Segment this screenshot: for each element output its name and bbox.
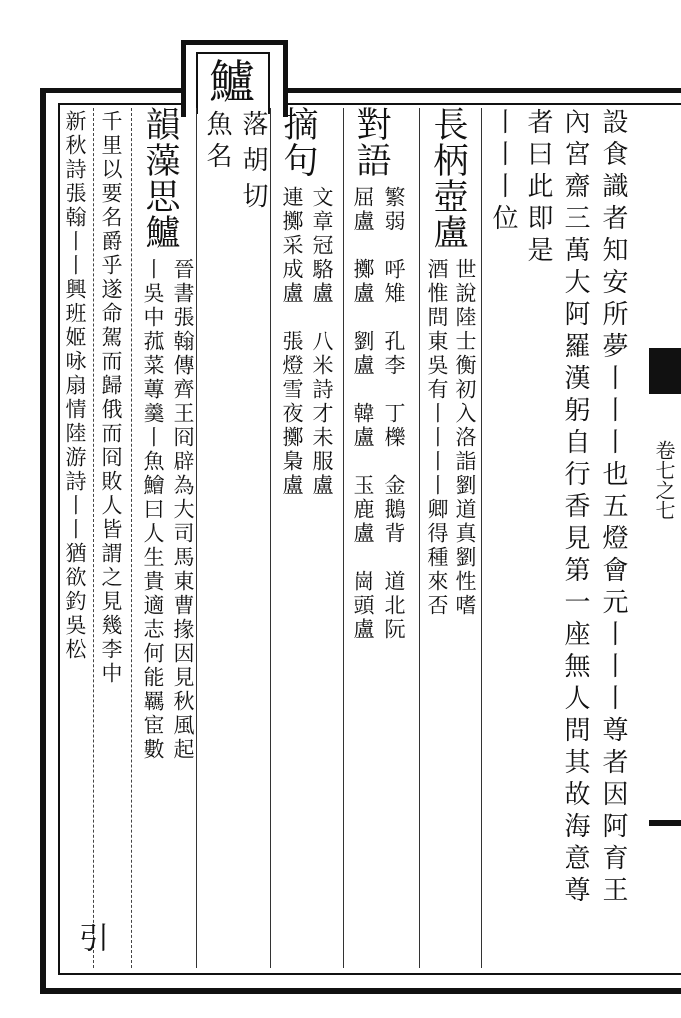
side-label: 卷七之七 bbox=[652, 440, 676, 520]
dashed-rule bbox=[93, 108, 94, 968]
yunzao-note-3: 千里以要名爵乎遂命駕而歸俄而冏敗人皆謂之見幾李中 bbox=[99, 110, 123, 686]
note-changbing-2: 酒惟問東吳有丨丨丨丨卿得種來否 bbox=[425, 258, 449, 618]
section-title-duiyu: 對語 bbox=[351, 106, 391, 178]
column-rule bbox=[196, 108, 197, 968]
text-column-2: 內宮齋三萬大阿羅漢躬自行香見第一座無人問其故海意尊 bbox=[560, 108, 590, 908]
duiyu-line-2: 屈盧 擲盧 劉盧 韓盧 玉鹿盧 崗頭盧 bbox=[351, 186, 375, 642]
zhaiju-line-1: 文章冠駱盧 八米詩才未服盧 bbox=[310, 186, 334, 498]
text-column-3: 者曰此即是 bbox=[523, 108, 553, 268]
side-black-bar bbox=[649, 820, 681, 826]
text-column-4: 丨丨丨位 bbox=[488, 108, 518, 236]
zhaiju-line-2: 連擲采成盧 張燈雪夜擲梟盧 bbox=[280, 186, 304, 498]
duiyu-line-1: 繁弱 呼雉 孔李 丁櫟 金鵝背 道北阮 bbox=[382, 186, 406, 642]
yunzao-note-1: 晉書張翰傳齊王冏辟為大司馬東曹掾因見秋風起 bbox=[171, 258, 195, 762]
yunzao-note-4: 新秋詩張翰丨丨興班姬咏扇情陸游詩丨丨猶欲釣吳松 bbox=[63, 110, 87, 662]
continuation-mark: 引 bbox=[73, 922, 108, 952]
section-title-zhaiju: 摘句 bbox=[278, 106, 318, 178]
note-changbing-1: 世說陸士衡初入洛詣劉道真劉性嗜 bbox=[453, 258, 477, 618]
yunzao-note-2: 丨吳中菰菜蓴羹丨魚鱠曰人生貴適志何能羈宦數 bbox=[141, 258, 165, 762]
column-rule bbox=[481, 108, 482, 968]
headword-gloss: 魚名 bbox=[202, 110, 232, 174]
section-title-yunzao: 韻藻思鱸 bbox=[140, 106, 180, 250]
column-rule bbox=[270, 108, 271, 968]
headword: 鱸 bbox=[209, 55, 255, 109]
column-rule bbox=[419, 108, 420, 968]
side-black-mark bbox=[649, 348, 681, 394]
dashed-rule bbox=[131, 108, 132, 968]
section-title-changbing: 長柄壺盧 bbox=[428, 106, 468, 250]
headword-reading: 落胡切 bbox=[238, 110, 268, 218]
column-rule bbox=[343, 108, 344, 968]
text-column-1: 設食識者知安所夢丨丨丨也五燈會元丨丨丨尊者因阿育王 bbox=[598, 108, 628, 908]
